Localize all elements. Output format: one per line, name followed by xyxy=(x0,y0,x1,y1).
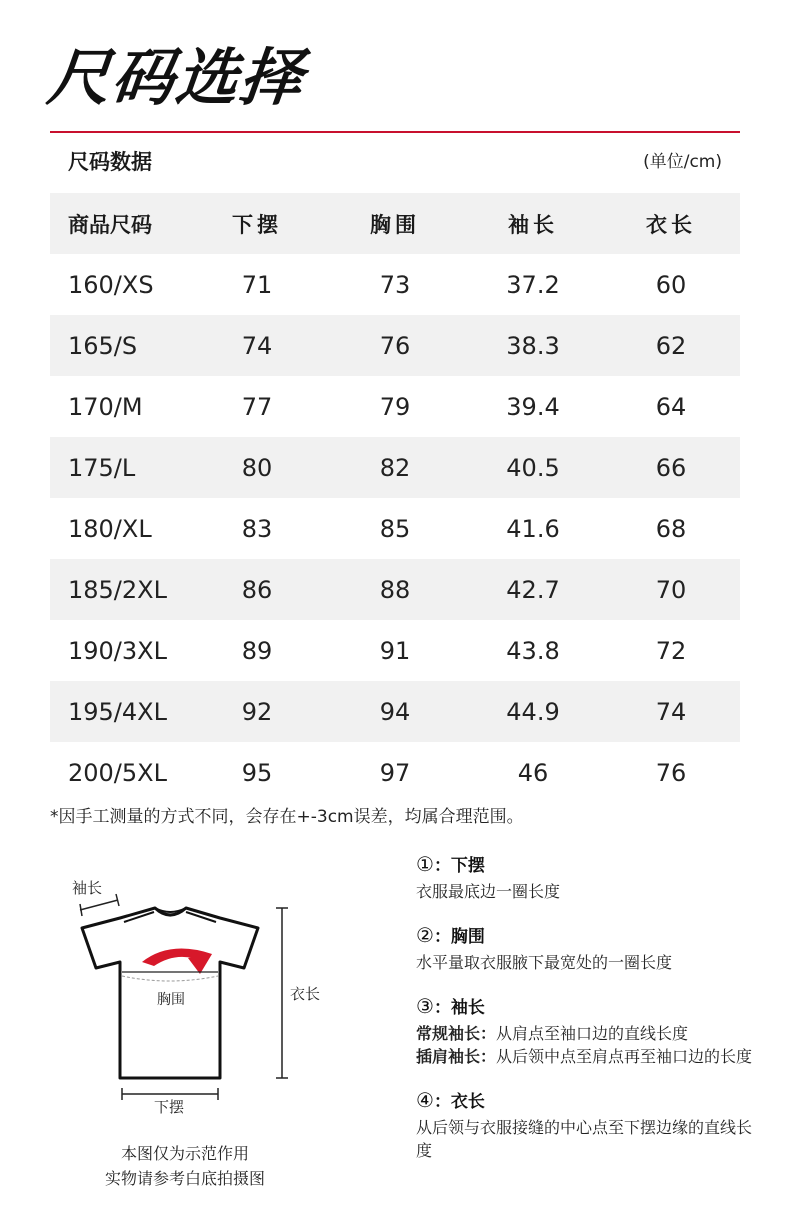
cell-chest: 79 xyxy=(379,392,411,421)
caption-line-2: 实物请参考白底拍摄图 xyxy=(104,1169,265,1188)
raglan-sleeve-text: 从后领中点至肩点再至袖口边的长度 xyxy=(496,1047,753,1066)
cell-size: 170/M xyxy=(68,392,143,421)
note-title: ：袖长 xyxy=(433,998,485,1018)
cell-chest: 82 xyxy=(326,437,464,498)
cell-hem: 86 xyxy=(188,559,326,620)
table-row xyxy=(50,559,740,620)
note-number: ③ xyxy=(416,994,434,1018)
cell-size: 160/XS xyxy=(68,270,154,299)
caption-line-1: 本图仅为示范作用 xyxy=(120,1144,249,1163)
cell-chest: 85 xyxy=(379,514,411,543)
cell-size: 190/3XL xyxy=(68,636,167,665)
cell-size: 200/5XL xyxy=(68,758,167,787)
header-length: 衣长 xyxy=(602,193,740,254)
note-chest xyxy=(416,921,756,974)
note-sleeve-regular xyxy=(416,1022,756,1045)
cell-sleeve: 43.8 xyxy=(506,636,560,665)
regular-sleeve-label: 常规袖长： xyxy=(416,1024,497,1043)
cell-size: 195/4XL xyxy=(50,681,188,742)
measurement-notes xyxy=(416,850,756,1180)
note-sleeve-raglan xyxy=(416,1045,756,1068)
table-row xyxy=(50,315,740,376)
table-row xyxy=(50,437,740,498)
note-hem xyxy=(416,850,756,903)
cell-size: 185/2XL xyxy=(50,559,188,620)
table-row xyxy=(50,742,740,803)
cell-length: 60 xyxy=(655,270,687,299)
unit-label: (单位/cm) xyxy=(643,152,722,172)
cell-hem: 74 xyxy=(188,315,326,376)
header-sleeve: 袖长 xyxy=(464,193,602,254)
cell-length: 72 xyxy=(655,636,687,665)
title-divider xyxy=(50,131,740,133)
cell-sleeve: 42.7 xyxy=(464,559,602,620)
note-text: 衣服最底边一圈长度 xyxy=(416,882,561,901)
note-sleeve xyxy=(416,992,756,1068)
diagram-caption xyxy=(60,1141,310,1191)
section-title: 尺码数据 xyxy=(68,150,152,174)
cell-chest: 91 xyxy=(379,636,411,665)
header-chest: 胸围 xyxy=(326,193,464,254)
cell-hem: 95 xyxy=(241,758,273,787)
cell-sleeve: 37.2 xyxy=(506,270,560,299)
cell-chest: 88 xyxy=(326,559,464,620)
tshirt-diagram xyxy=(60,870,350,1120)
note-text: 水平量取衣服腋下最宽处的一圈长度 xyxy=(416,953,673,972)
label-hem: 下摆 xyxy=(154,1098,185,1116)
cell-chest: 94 xyxy=(326,681,464,742)
cell-hem: 80 xyxy=(188,437,326,498)
cell-length: 74 xyxy=(602,681,740,742)
cell-sleeve: 46 xyxy=(517,758,549,787)
cell-length: 76 xyxy=(655,758,687,787)
cell-sleeve: 40.5 xyxy=(464,437,602,498)
cell-sleeve: 39.4 xyxy=(506,392,560,421)
cell-chest: 76 xyxy=(326,315,464,376)
cell-hem: 71 xyxy=(241,270,273,299)
cell-chest: 73 xyxy=(379,270,411,299)
header-size: 商品尺码 xyxy=(50,193,188,254)
raglan-sleeve-label: 插肩袖长： xyxy=(416,1047,497,1066)
label-length: 衣长 xyxy=(290,985,321,1003)
cell-length: 68 xyxy=(655,514,687,543)
note-number: ④ xyxy=(416,1088,434,1112)
cell-length: 66 xyxy=(602,437,740,498)
cell-chest: 97 xyxy=(379,758,411,787)
table-row xyxy=(50,620,740,681)
note-title: ：衣长 xyxy=(433,1092,485,1112)
note-number: ① xyxy=(416,852,434,876)
cell-length: 62 xyxy=(602,315,740,376)
cell-hem: 77 xyxy=(241,392,273,421)
note-text: 从后领与衣服接缝的中心点至下摆边缘的直线长度 xyxy=(416,1118,753,1160)
table-header-row xyxy=(50,193,740,254)
table-row xyxy=(50,498,740,559)
table-row xyxy=(50,254,740,315)
cell-sleeve: 38.3 xyxy=(464,315,602,376)
size-table xyxy=(50,193,740,803)
note-number: ② xyxy=(416,923,434,947)
cell-hem: 89 xyxy=(241,636,273,665)
cell-length: 64 xyxy=(655,392,687,421)
table-row xyxy=(50,376,740,437)
note-title: ：胸围 xyxy=(433,927,485,947)
label-sleeve: 袖长 xyxy=(72,879,103,897)
length-measure-line xyxy=(276,908,288,1078)
cell-hem: 83 xyxy=(241,514,273,543)
cell-size: 180/XL xyxy=(68,514,152,543)
measurement-footnote: *因手工测量的方式不同，会存在+-3cm误差，均属合理范围。 xyxy=(50,807,524,827)
note-length xyxy=(416,1086,756,1162)
note-title: ：下摆 xyxy=(433,856,485,876)
cell-size: 175/L xyxy=(50,437,188,498)
cell-sleeve: 41.6 xyxy=(506,514,560,543)
table-row xyxy=(50,681,740,742)
label-chest: 胸围 xyxy=(157,992,185,1008)
header-hem: 下摆 xyxy=(188,193,326,254)
cell-length: 70 xyxy=(602,559,740,620)
cell-hem: 92 xyxy=(188,681,326,742)
cell-sleeve: 44.9 xyxy=(464,681,602,742)
page-title: 尺码选择 xyxy=(44,41,308,114)
regular-sleeve-text: 从肩点至袖口边的直线长度 xyxy=(496,1024,689,1043)
cell-size: 165/S xyxy=(50,315,188,376)
